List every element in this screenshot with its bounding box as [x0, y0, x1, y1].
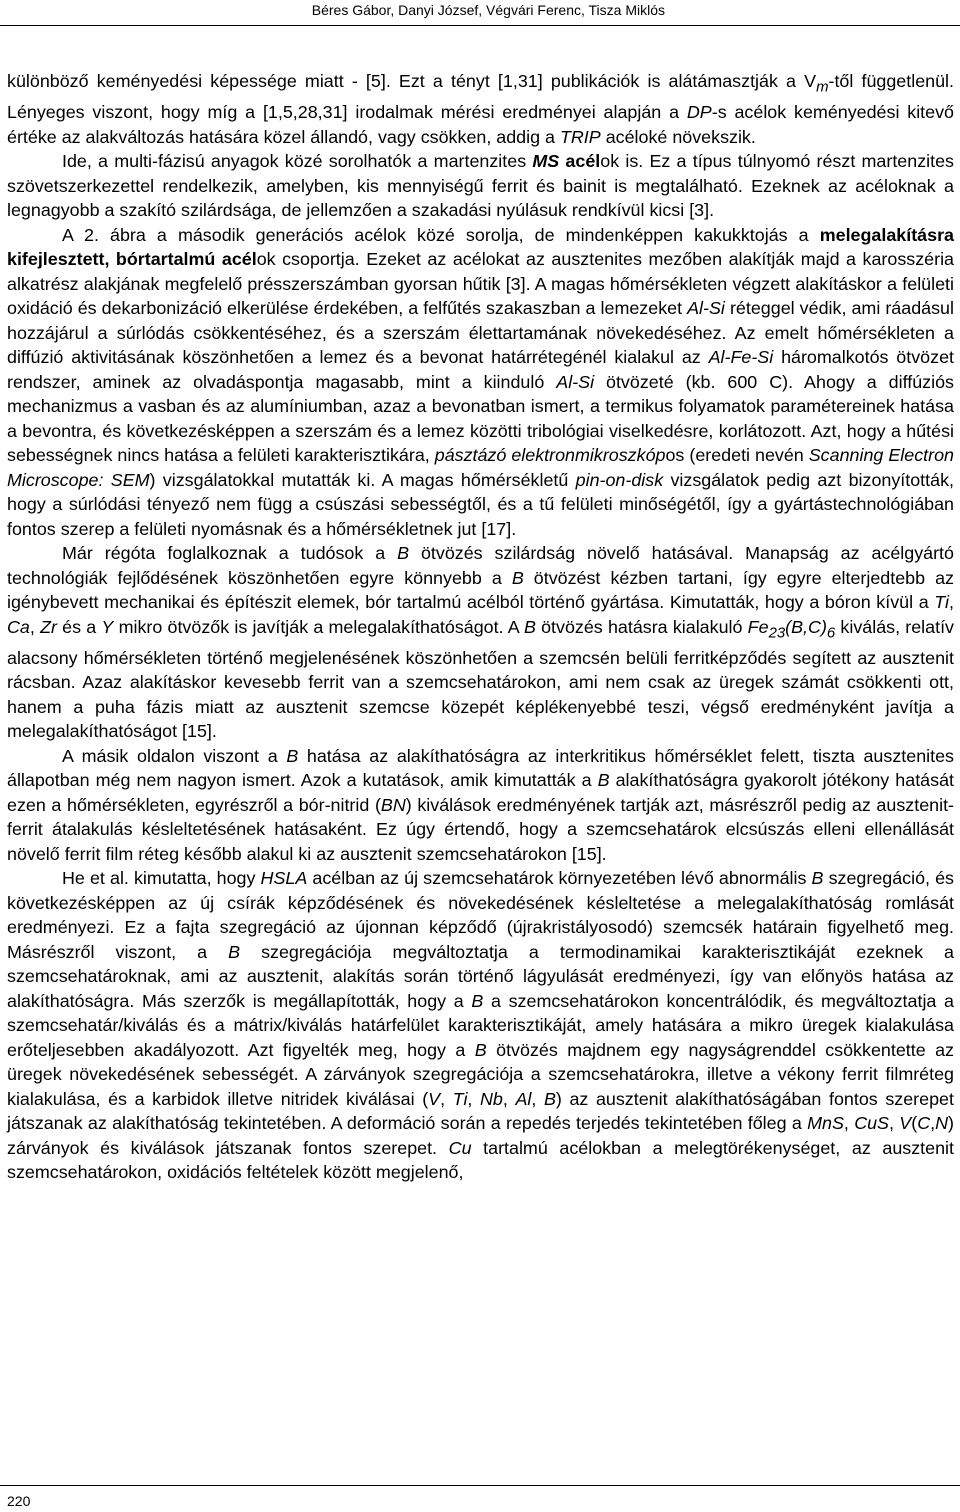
- text-run: B: [228, 941, 241, 962]
- text-run: Nb: [480, 1088, 503, 1109]
- text-run: Ti: [934, 592, 950, 613]
- text-run: mikro ötvözők is javítják a melegalakíthatóságot. A: [113, 616, 524, 637]
- text-run: ötvözeté (kb. 600 C). Ahogy a diffúziós mechanizmus a vasban és az alumíniumban, azaz a bevonatban ismert, a termikus folyamatok paramétereinek hatása a bevontra, és következésképpen a szerszám és a lemez közötti tribológiai viselkedésre, korlátozott. Azt, hogy a hűtési sebességnek nincs hatása a felületi karakterisztikára,: [7, 371, 954, 466]
- running-header: Béres Gábor, Danyi József, Végvári Ferenc, Tisza Miklós: [311, 2, 665, 18]
- text-run: HSLA: [260, 868, 308, 889]
- text-run: ok csoportja. Ezeket az acélokat az ausztenites mezőben alakítják majd a karosszéria alkatrész alakjának megfelelő présszerszámban gyorsan hűtik [3]. A magas hőmérsékleten végzett alakításkor a felületi oxidáció és dekarbonizáció elkerülése érdekében, a felfűtés szakaszban a lemezeket: [7, 249, 954, 319]
- text-run: Ti: [452, 1088, 468, 1109]
- page-number: 220: [7, 1493, 31, 1509]
- text-run: 6: [826, 625, 836, 642]
- text-run: (: [911, 1113, 918, 1134]
- text-run: acél: [565, 151, 601, 172]
- text-run: -től függetlenül. Lényeges viszont, hogy míg a [1,5,28,31] irodalmak mérési eredményei alapján a: [7, 71, 954, 123]
- text-run: He et al. kimutatta, hogy: [62, 868, 261, 889]
- text-run: pásztázó elektronmikroszkóp: [434, 445, 666, 466]
- text-run: ötvözést kézben tartani, így egyre elterjedtebb az igénybevett mechanikai és építészit elemek, bór tartalmú acélból történő gyártása. Kimutatták, hogy a bóron kívül a: [7, 567, 954, 613]
- paragraph: [7, 149, 954, 223]
- text-run: A másik oldalon viszont a: [62, 745, 287, 766]
- text-run: Cu: [448, 1137, 472, 1158]
- text-run: B: [597, 770, 610, 791]
- text-run: alakíthatóságra gyakorolt jótékony hatását ezen a hőmérsékleten, egyrészről a bór-nitrid (: [7, 770, 954, 815]
- text-run: B: [811, 868, 824, 889]
- text-run: Al-Si: [556, 371, 595, 392]
- text-run: TRIP: [559, 126, 601, 147]
- text-run: ) zárványok és kiválások játszanak fontos szerepet.: [7, 1113, 954, 1158]
- text-run: Y: [101, 616, 114, 637]
- text-run: különböző keményedési képessége miatt - [5]. Ezt a tényt [1,31] publikációk is alátámasztják a V: [7, 71, 817, 91]
- text-run: Ide, a multi-fázisú anyagok közé sorolhatók a martenzites: [62, 151, 533, 172]
- text-run: Al: [515, 1088, 532, 1109]
- text-run: BN: [380, 794, 406, 815]
- paragraph: [7, 744, 954, 867]
- text-run: m: [816, 79, 829, 96]
- text-run: ötvözés szilárdság növelő hatásával. Manapság az acélgyártó technológiák fejlődésének köszönhetően egyre könnyebb a: [7, 543, 954, 588]
- text-run: réteggel védik, ami ráadásul hozzájárul a súrlódás csökkentéséhez, és a szerszám élettartamának növekedéséhez. Az emelt hőmérsékleten a diffúzió aktivitásának köszönhetően a lemez és a bevonat határrétegénél kialakul az: [7, 298, 954, 368]
- text-run: V: [428, 1088, 441, 1109]
- text-run: ,: [502, 1088, 516, 1109]
- text-run: CuS: [854, 1113, 889, 1134]
- text-run: vizsgálatok pedig azt bizonyították, hogy a súrlódási tényező nem függ a csúszási sebességtől, és a tű felületi minőségétől, így a gyártástechnológiában fontos szerep a felületi nyomásnak és a hőmérsékletnek jut [17].: [7, 469, 954, 539]
- text-run: kiválás, relatív alacsony hőmérsékleten történő megjelenésének köszönhetően a szemcsén belüli ferritképződés segített az ausztenit rácsban. Azaz alakításkor kevesebb ferrit van a szemcsehatárokon, ami nem csak az üregek számát csökkenti ott, hanem a puha fázis miatt az ausztenit szemcse közepét képlékenyebbé teszi, végső eredményként javítja a melegalakíthatóságot [15].: [7, 616, 954, 742]
- text-run: Már régóta foglalkoznak a tudósok a: [62, 543, 398, 564]
- text-run: Ca: [7, 616, 30, 637]
- footer-divider: [0, 1485, 960, 1486]
- text-run: acélban az új szemcsehatárok környezetében lévő abnormális: [307, 868, 812, 889]
- paragraph: [7, 541, 954, 744]
- text-run: ) az ausztenit alakíthatóságában fontos szerepet játszanak az alakíthatóság tekintetében. A deformáció során a repedés terjedés tekintetében főleg a: [7, 1088, 954, 1134]
- text-run: Zr: [40, 616, 57, 637]
- text-run: ötvözés hatásra kialakuló: [535, 616, 748, 637]
- text-run: acéloké növekszik.: [600, 126, 756, 147]
- text-run: MS: [532, 151, 560, 172]
- text-run: háromalkotós ötvözet rendszer, aminek az olvadáspontja magasabb, mint a kiinduló: [7, 347, 954, 392]
- text-run: melegalakításra kifejlesztett, bórtartalmú acél: [7, 224, 954, 270]
- text-run: B: [474, 1039, 487, 1060]
- text-run: C: [917, 1113, 931, 1134]
- text-run: Fe: [747, 616, 769, 637]
- text-run: -s acélok keményedési kitevő értéke az alakváltozás hatására közel állandó, vagy csökken, addig a: [7, 102, 954, 147]
- text-run: Al-Fe-Si: [708, 347, 774, 368]
- paragraph: [7, 223, 954, 542]
- text-run: ) vizsgálatokkal mutatták ki. A magas hőmérsékletű: [149, 469, 576, 490]
- text-run: ötvözés majdnem egy nagyságrenddel csökkentette az üregek növekedésének sebességét. A zárványok szegregációja a szemcsehatárokra, illetve a vékony ferrit filmréteg kialakulása, és a karbidok illetve nitridek kiválásai (: [7, 1039, 954, 1109]
- text-run: B: [397, 543, 410, 564]
- text-run: MnS: [807, 1113, 844, 1134]
- text-run: ,: [889, 1113, 900, 1134]
- text-run: a szemcsehatárokon koncentrálódik, és megváltoztatja a szemcsehatár/kiválás és a mátrix/kiválás határfelület karakterisztikáját, amely hatására a mikro üregek kialakulása erőteljesebben akadályozott. Azt figyelték meg, hogy a: [7, 990, 954, 1060]
- text-run: ,: [29, 616, 41, 637]
- header-divider: [0, 25, 960, 26]
- text-run: Al-Si: [687, 298, 725, 319]
- text-run: hatása az alakíthatóságra az interkritikus hőmérséklet felett, tiszta ausztenites állapotban még nem nagyon ismert. Azok a kutatások, amik kimutatták a: [7, 745, 954, 791]
- text-run: DP: [686, 102, 712, 123]
- text-run: ,: [531, 1088, 544, 1109]
- text-run: (B,C): [785, 616, 827, 637]
- body-text: [7, 69, 954, 1185]
- text-run: ,: [467, 1088, 480, 1109]
- text-run: szegregációja megváltoztatja a termodinamikai karakterisztikáját ezeknek a szemcsehatároknak, ami az ausztenit, alakítás során történő lágyulását eredményezi, így van előnyös hatása az alakíthatóságra. Más szerzők is megállapították, hogy a: [7, 941, 955, 1011]
- text-run: B: [511, 567, 524, 588]
- text-run: os (eredeti nevén: [665, 445, 809, 466]
- text-run: B: [286, 745, 299, 766]
- text-run: ) kiválások eredményének tartják azt, másrészről pedig az ausztenit-ferrit átalakulás késleltetésének hatásaként. Ez úgy értendő, hogy a szemcsehatárok elcsúszás elleni ellenállását növelő ferrit film réteg később alakul ki az ausztenit szemcsehatárokon [15].: [7, 794, 954, 864]
- text-run: és a: [56, 616, 102, 637]
- text-run: 23: [768, 625, 786, 642]
- text-run: V: [899, 1113, 912, 1134]
- text-run: pin-on-disk: [575, 469, 664, 490]
- text-run: szegregáció, és következésképpen az új csírák képződésének és növekedésének késleltetése a melegalakíthatóság romlását eredményezi. Ez a fajta szegregáció az újonnan képződő (újrakristályosodó) szemcsék határain figyelhető meg. Másrészről viszont, a: [7, 868, 955, 962]
- text-run: ok is. Ez a típus túlnyomó részt martenzites szövetszerkezettel rendelkezik, amelyben, kis mennyiségű ferrit és bainit is megtalálható. Ezeknek az acéloknak a legnagyobb a szakító szilárdsága, de jellemzően a szakadási nyúlásuk rendkívül kicsi [3].: [7, 151, 954, 221]
- text-run: tartalmú acélokban a melegtörékenységet, az ausztenit szemcsehatárokon, oxidációs feltételek között megjelenő,: [7, 1137, 954, 1183]
- text-run: ,: [440, 1088, 453, 1109]
- text-run: B: [543, 1088, 556, 1109]
- text-run: ,: [843, 1113, 855, 1134]
- paragraph: [7, 69, 954, 149]
- text-run: ,: [930, 1113, 936, 1134]
- text-run: B: [523, 616, 536, 637]
- text-run: N: [935, 1113, 949, 1134]
- text-run: B: [471, 990, 484, 1011]
- paragraph: [7, 866, 954, 1185]
- text-run: A 2. ábra a második generációs acélok közé sorolja, de mindenképpen kakukktojás a: [62, 224, 820, 245]
- text-run: ,: [949, 592, 954, 613]
- text-run: Scanning Electron Microscope: SEM: [7, 445, 954, 490]
